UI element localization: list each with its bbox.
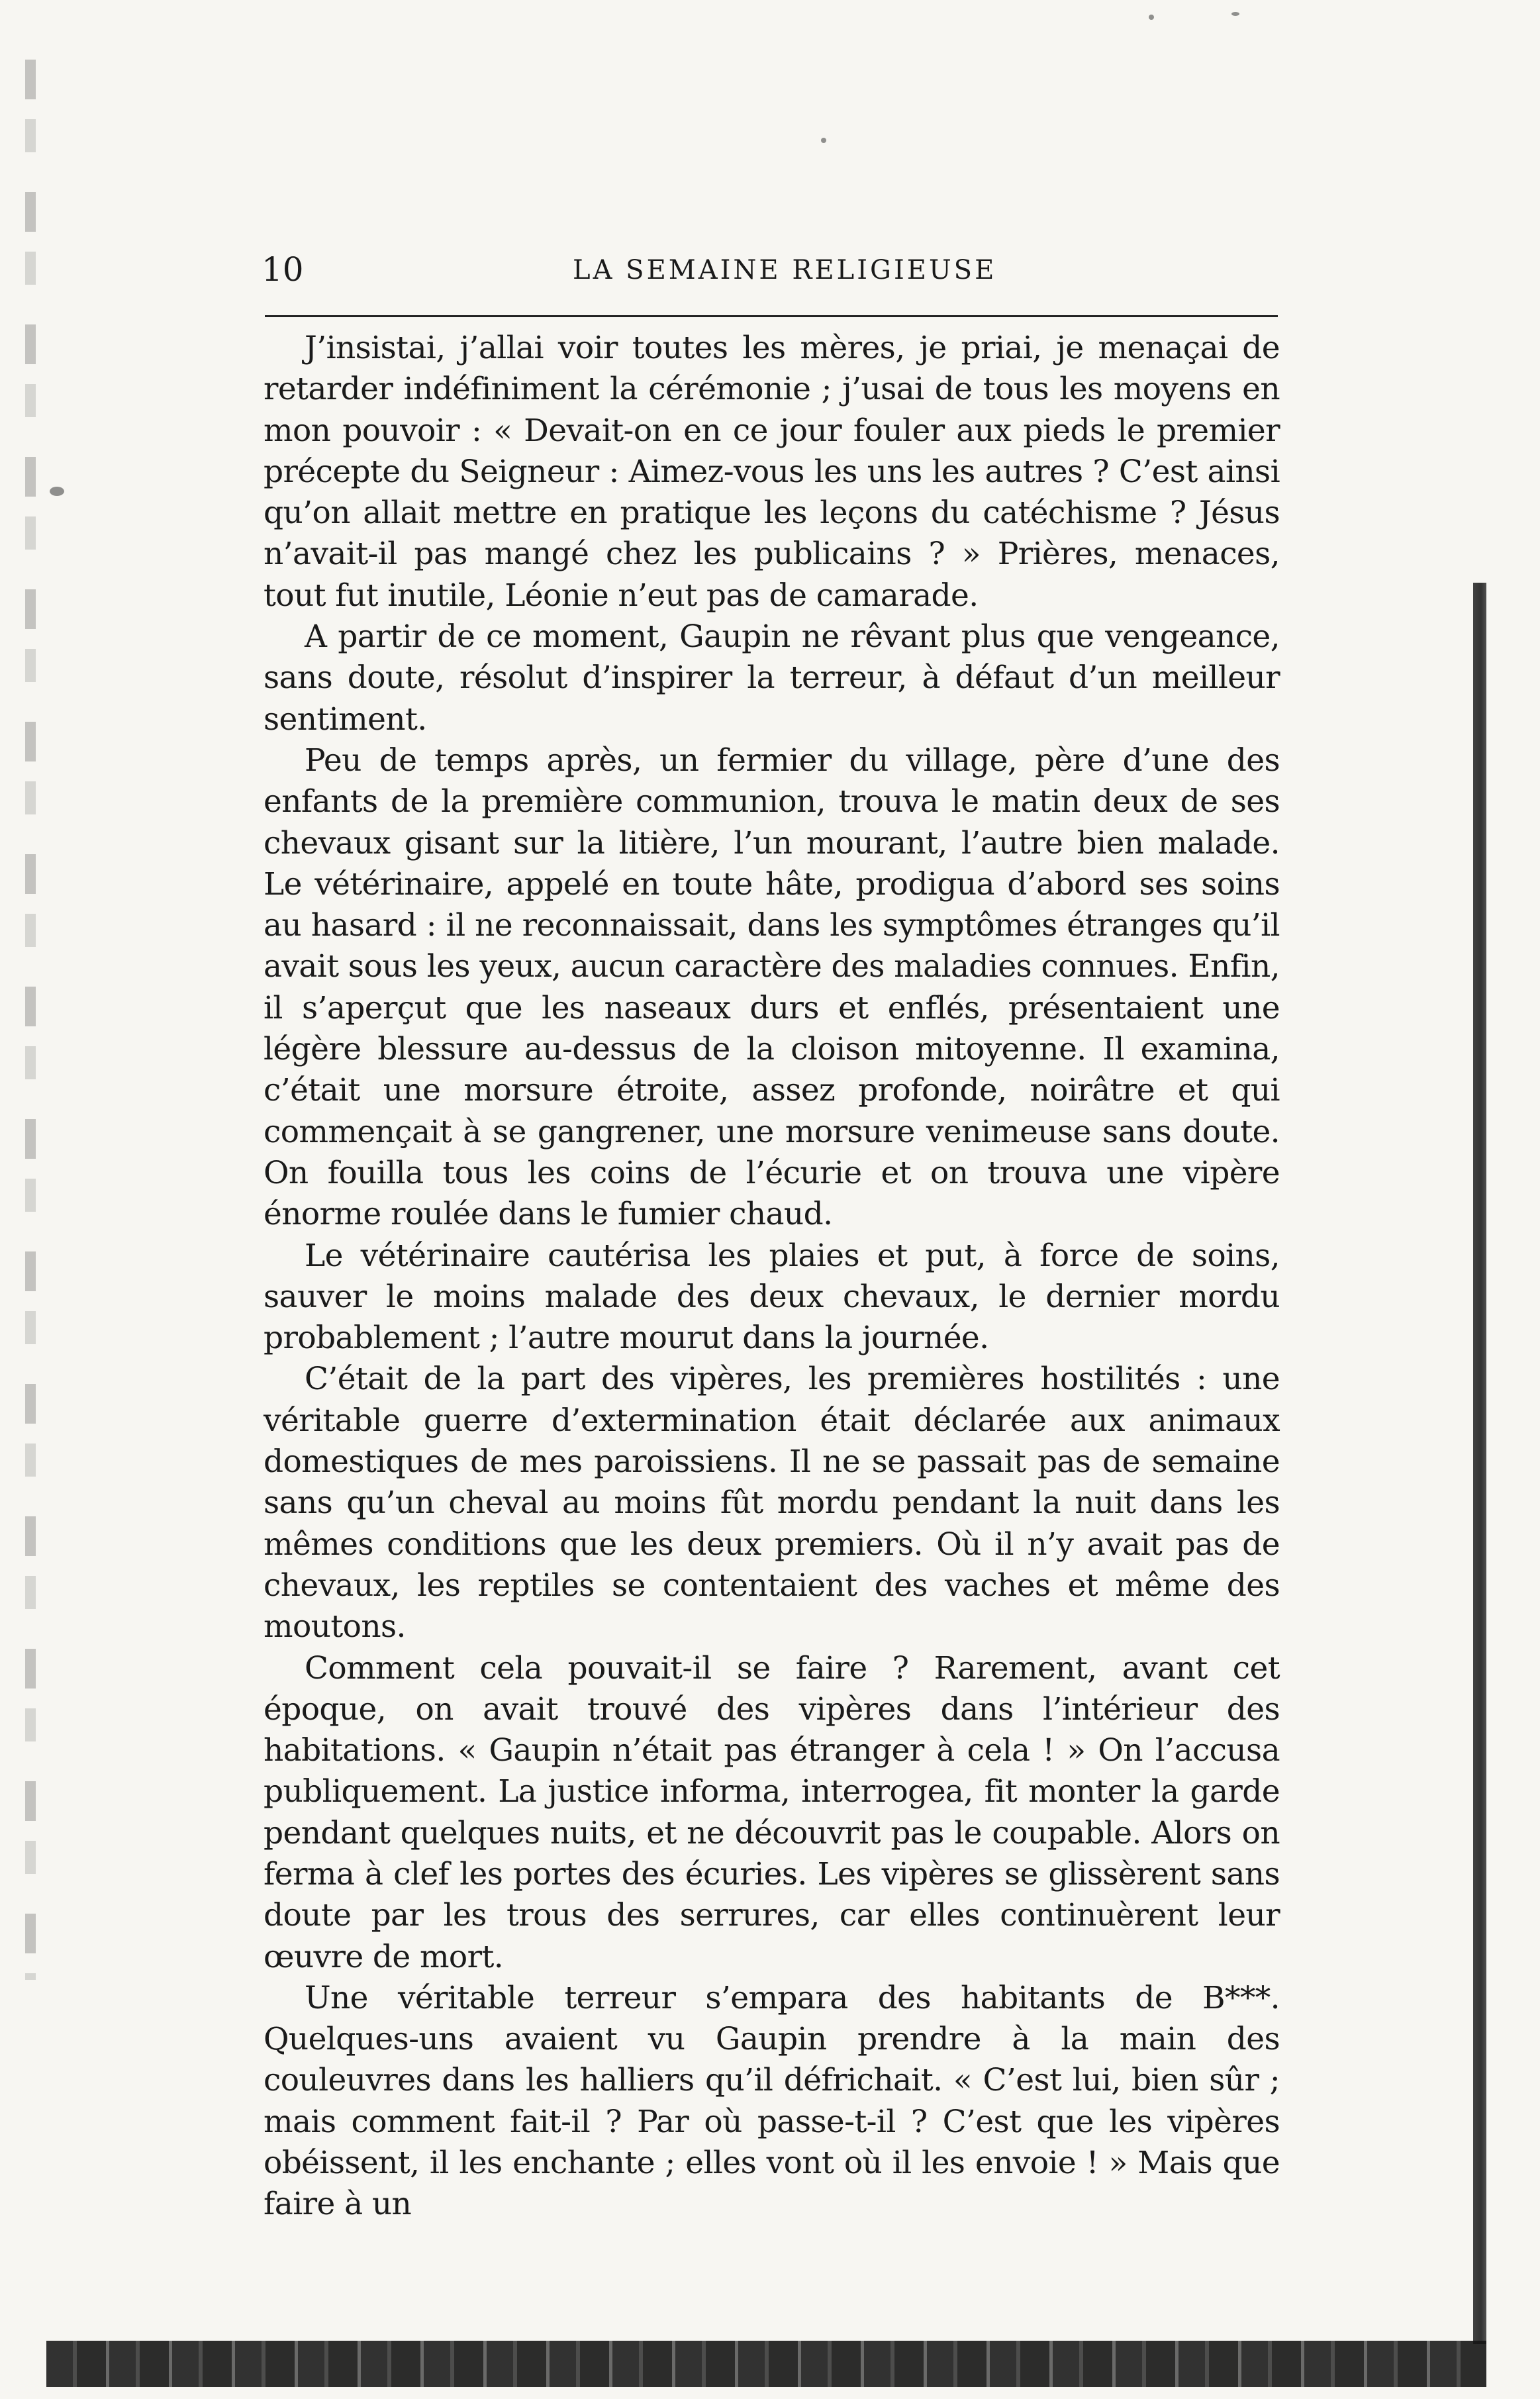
page-number: 10 [262, 250, 304, 289]
paragraph: C’était de la part des vipères, les premières hostilités : une véritable guerre d’extermination était déclarée aux animaux domestiques de mes paroissiens. Il ne se passait pas de semaine sans qu’un cheval au moins fût mordu pendant la nuit dans les mêmes conditions que les deux premiers. Où il n’y avait pas de chevaux, les reptiles se contentaient des vaches et même des moutons. [264, 1361, 1280, 1645]
paragraph: Le vétérinaire cautérisa les plaies et put, à force de soins, sauver le moins malade des deux chevaux, le dernier mordu probablement ; l’autre mourut dans la journée. [264, 1237, 1280, 1357]
ink-smudge [821, 138, 826, 143]
ink-smudge [1149, 15, 1154, 20]
running-title: LA SEMAINE RELIGIEUSE [573, 255, 997, 285]
ink-smudge [50, 487, 64, 496]
right-margin-scan-border [1473, 583, 1486, 2344]
body-text [264, 328, 1280, 2248]
page-header [262, 246, 1281, 299]
paragraph: J’insistai, j’allai voir toutes les mères, je priai, je menaçai de retarder indéfiniment la cérémonie ; j’usai de tous les moyens en mon pouvoir : « Devait-on en ce jour fouler aux pieds le premier précepte du Seigneur : Aimez-vous les uns les autres ? C’est ainsi qu’on allait mettre en pratique les leçons du catéchisme ? Jésus n’avait-il pas mangé chez les publicains ? » Prières, menaces, tout fut inutile, Léonie n’eut pas de camarade. [264, 330, 1280, 614]
paragraph: Peu de temps après, un fermier du village, père d’une des enfants de la première communion, trouva le matin deux de ses chevaux gisant sur la litière, l’un mourant, l’autre bien malade. Le vétérinaire, appelé en toute hâte, prodigua d’abord ses soins au hasard : il ne reconnaissait, dans les symptômes étranges qu’il avait sous les yeux, aucun caractère des maladies connues. Enfin, il s’aperçut que les naseaux durs et enflés, présentaient une légère blessure au-dessus de la cloison mitoyenne. Il examina, c’était une morsure étroite, assez profonde, noirâtre et qui commençait à se gangrener, une morsure venimeuse sans doute. On fouilla tous les coins de l’écurie et on trouva une vipère énorme roulée dans le fumier chaud. [264, 742, 1280, 1233]
bottom-scan-band [46, 2341, 1486, 2387]
ink-smudge [1231, 12, 1239, 16]
paragraph: A partir de ce moment, Gaupin ne rêvant plus que vengeance, sans doute, résolut d’inspirer la terreur, à défaut d’un meilleur sentiment. [264, 618, 1280, 738]
header-rule [265, 315, 1278, 317]
paragraph: Comment cela pouvait-il se faire ? Rarement, avant cet époque, on avait trouvé des vipères dans l’intérieur des habitations. « Gaupin n’était pas étranger à cela ! » On l’accusa publiquement. La justice informa, interrogea, fit monter la garde pendant quelques nuits, et ne découvrit pas le coupable. Alors on ferma à clef les portes des écuries. Les vipères se glissèrent sans doute par les trous des serrures, car elles continuèrent leur œuvre de mort. [264, 1649, 1280, 1975]
left-margin-scan-artifact [25, 60, 36, 1980]
paragraph: Une véritable terreur s’empara des habitants de B***. Quelques-uns avaient vu Gaupin prendre à la main des couleuvres dans les halliers qu’il défrichait. « C’est lui, bien sûr ; mais comment fait-il ? Par où passe-t-il ? C’est que les vipères obéissent, il les enchante ; elles vont où il les envoie ! » Mais que faire à un [264, 1979, 1280, 2223]
